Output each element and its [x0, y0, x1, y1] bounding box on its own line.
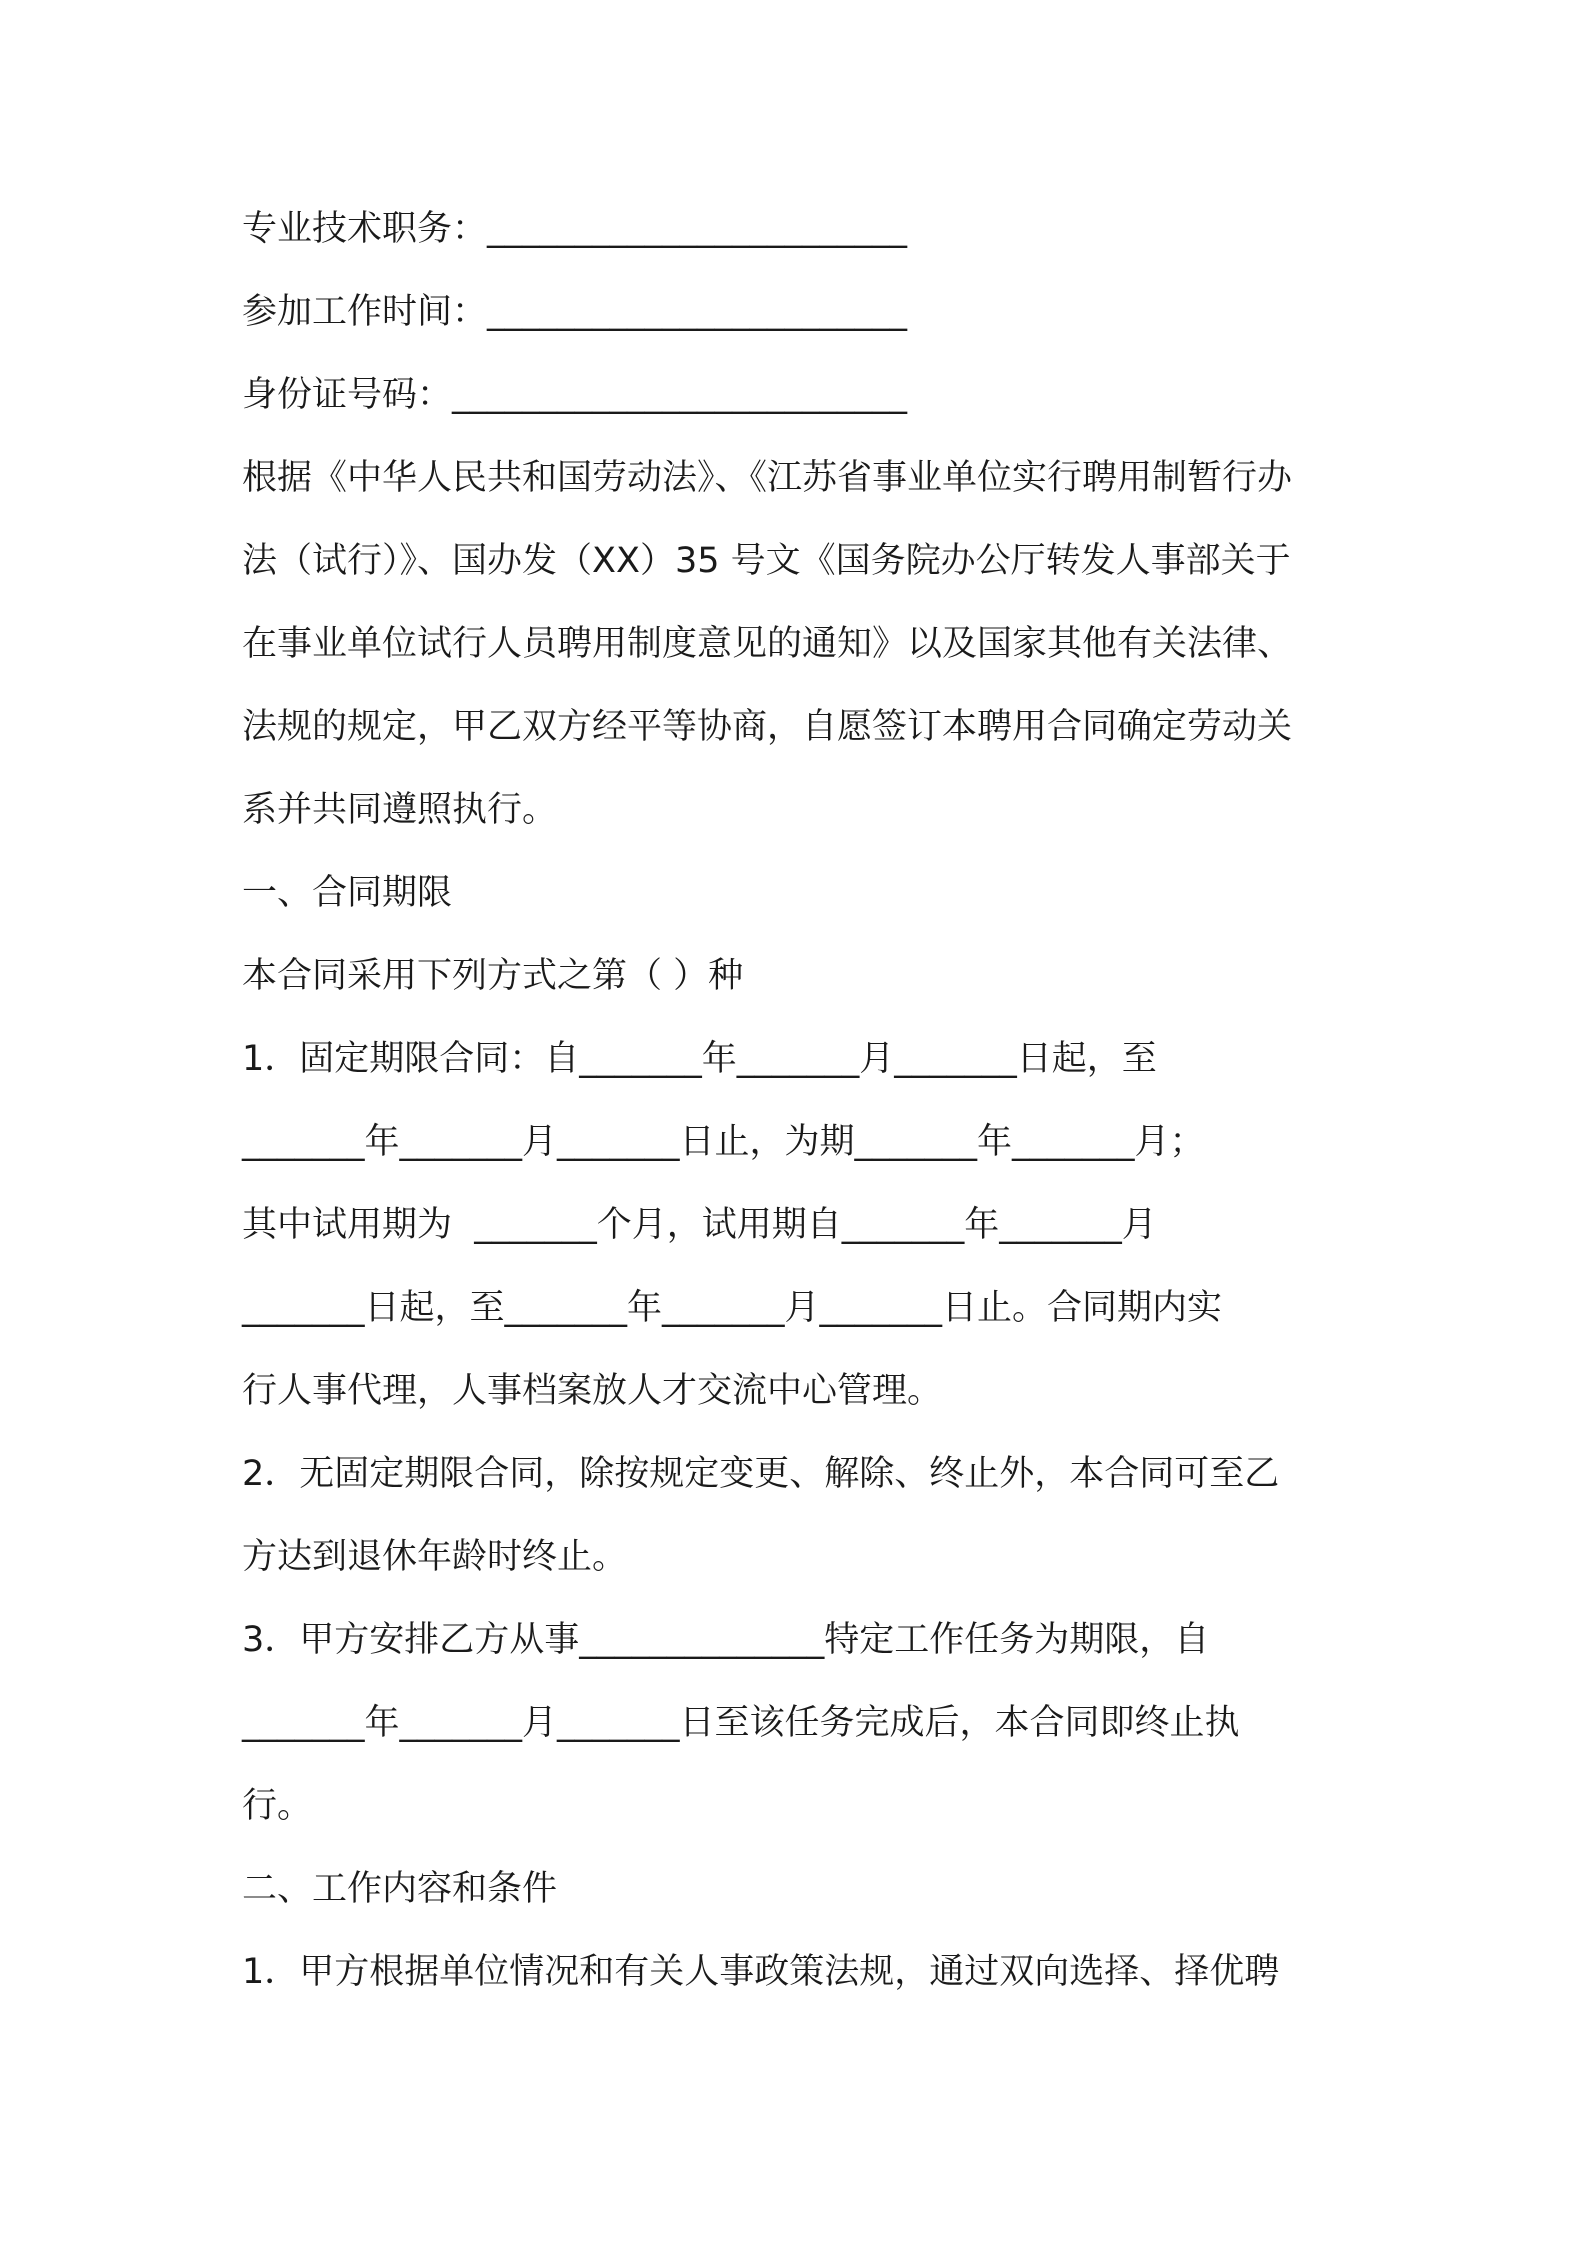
clause-line: 1．甲方根据单位情况和有关人事政策法规，通过双向选择、择优聘 — [242, 1952, 1280, 1992]
clause-line: 其中试用期为 _______个月，试用期自_______年_______月 — [242, 1205, 1157, 1245]
clause-line: _______年_______月_______日至该任务完成后，本合同即终止执 — [242, 1703, 1240, 1743]
paragraph-line: 法（试行）》、国办发（XX）35 号文《国务院办公厅转发人事部关于 — [242, 541, 1291, 581]
clause-line: 3．甲方安排乙方从事______________特定工作任务为期限，自 — [242, 1620, 1210, 1660]
clause-line: 方达到退休年龄时终止。 — [242, 1537, 628, 1577]
paragraph-line: 本合同采用下列方式之第（ ）种 — [242, 956, 744, 996]
section-heading: 二、工作内容和条件 — [242, 1869, 558, 1909]
field-id-number: 身份证号码：__________________________ — [242, 375, 908, 415]
clause-line: _______日起，至_______年_______月_______日止。合同期内实 — [242, 1288, 1223, 1328]
paragraph-line: 根据《中华人民共和国劳动法》、《江苏省事业单位实行聘用制暂行办 — [242, 458, 1293, 498]
field-work-start-date: 参加工作时间：________________________ — [242, 292, 908, 332]
clause-line: 行。 — [242, 1786, 313, 1826]
clause-line: 1．固定期限合同：自_______年_______月_______日起，至 — [242, 1039, 1157, 1079]
paragraph-line: 在事业单位试行人员聘用制度意见的通知》以及国家其他有关法律、 — [242, 624, 1293, 664]
clause-line: 行人事代理，人事档案放人才交流中心管理。 — [242, 1371, 943, 1411]
paragraph-line: 系并共同遵照执行。 — [242, 790, 558, 830]
clause-line: _______年_______月_______日止，为期_______年_______月； — [242, 1122, 1205, 1162]
clause-line: 2．无固定期限合同，除按规定变更、解除、终止外，本合同可至乙 — [242, 1454, 1280, 1494]
field-professional-title: 专业技术职务：________________________ — [242, 209, 908, 249]
section-heading: 一、合同期限 — [242, 873, 453, 913]
paragraph-line: 法规的规定，甲乙双方经平等协商，自愿签订本聘用合同确定劳动关 — [242, 707, 1293, 747]
